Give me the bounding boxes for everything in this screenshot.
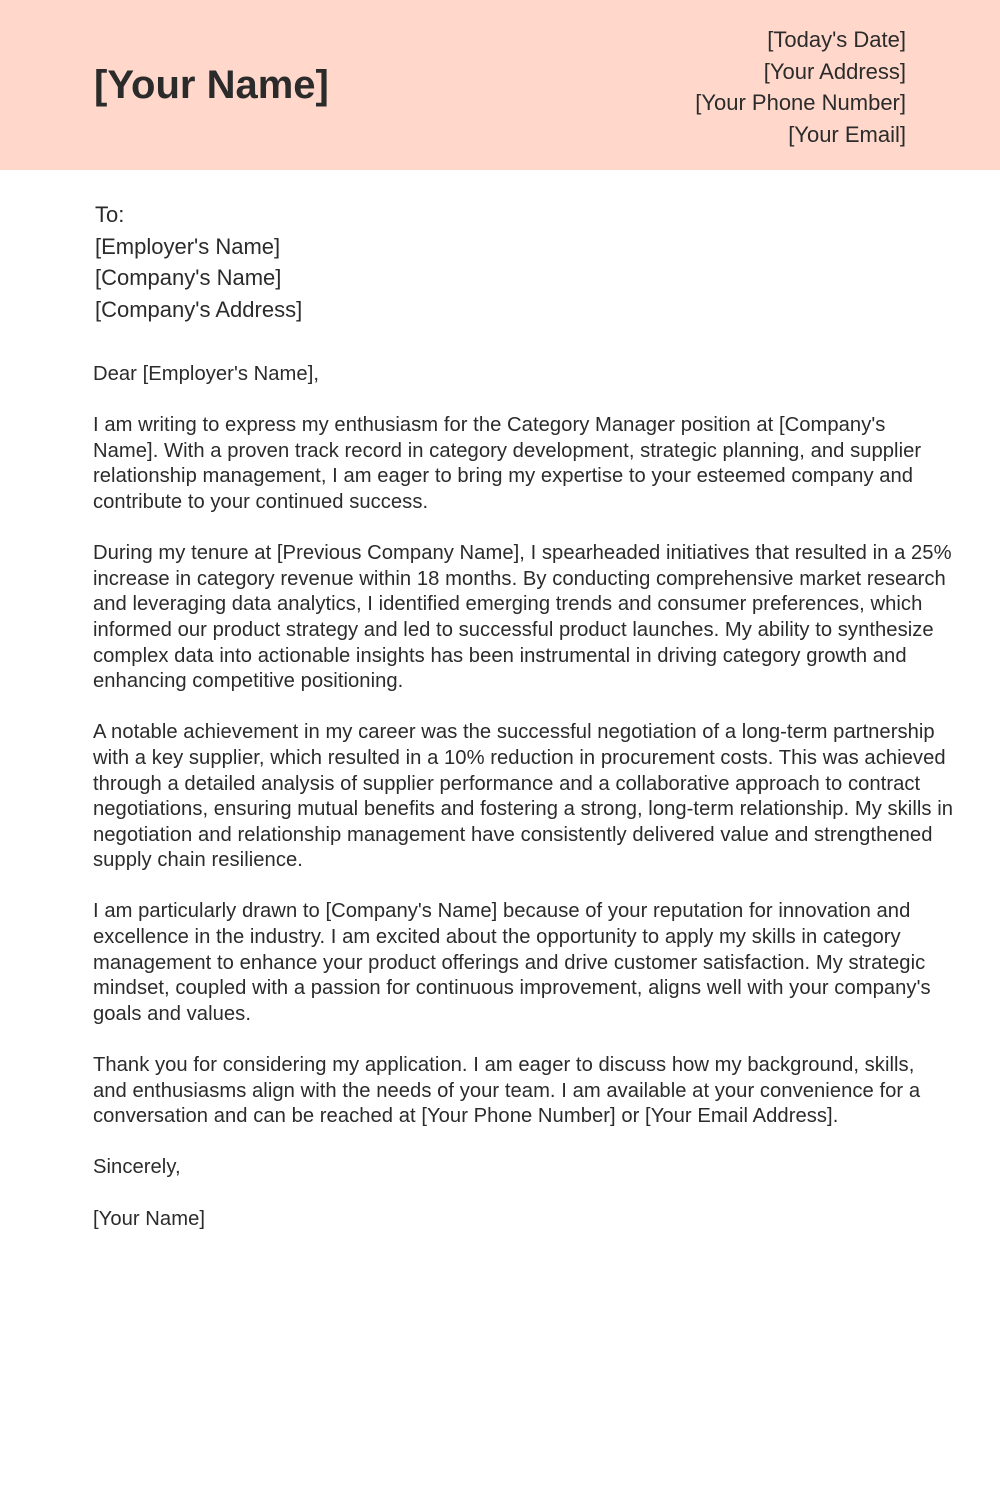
- paragraph-achievement: A notable achievement in my career was the successful negotiation of a long-term partnership with a key supplier, which resulted in a 10% reduction in procurement costs. This was achieved through a detailed analysis of supplier performance and a collaborative approach to contract negotiations, ensuring mutual benefits and fostering a strong, long-term relationship. My skills in negotiation and relationship management have consistently delivered value and strengthened supply chain resilience.: [93, 721, 953, 872]
- header-banner: [0, 0, 1000, 170]
- paragraph-experience: During my tenure at [Previous Company Name], I spearheaded initiatives that resulted in a 25% increase in category revenue within 18 months. By conducting comprehensive market research and leveraging data analytics, I identified emerging trends and consumer preferences, which informed our product strategy and led to successful product launches. My ability to synthesize complex data into actionable insights has been instrumental in driving category growth and enhancing competitive positioning.: [93, 542, 952, 693]
- sender-name: [Your Name]: [94, 63, 329, 107]
- employer-name-line: [Employer's Name]: [95, 233, 281, 259]
- salutation: Dear [Employer's Name],: [93, 363, 320, 385]
- sender-contact-block: [695, 24, 906, 150]
- date-line: [Today's Date]: [767, 27, 906, 52]
- company-name-line: [Company's Name]: [95, 265, 282, 290]
- paragraph-closing: Thank you for considering my application. I am eager to discuss how my background, skills, and enthusiasms align with the needs of your team. I am available at your convenience for a conversation and can be reached at [Your Phone Number] or [Your Email Address].: [93, 1054, 921, 1128]
- paragraph-motivation: I am particularly drawn to [Company's Name] because of your reputation for innovation and excellence in the industry. I am excited about the opportunity to apply my skills in category management to enhance your product offerings and drive customer satisfaction. My strategic mindset, coupled with a passion for continuous improvement, aligns well with your company's goals and values.: [93, 900, 931, 1025]
- company-address-line: [Company's Address]: [95, 296, 303, 322]
- recipient-block: [95, 199, 302, 325]
- closing-phrase: Sincerely,: [93, 1156, 181, 1179]
- sender-email-line: [Your Email]: [788, 121, 906, 147]
- letter-body: [93, 362, 953, 1258]
- to-label: To:: [95, 202, 125, 227]
- paragraph-intro: I am writing to express my enthusiasm for the Category Manager position at [Company's Name]. With a proven track record in category development, strategic planning, and supplier relationship management, I am eager to bring my expertise to your esteemed company and contribute to your continued success.: [93, 414, 922, 513]
- signature: [Your Name]: [93, 1207, 206, 1230]
- sender-phone-line: [Your Phone Number]: [695, 90, 906, 115]
- sender-address-line: [Your Address]: [763, 58, 906, 84]
